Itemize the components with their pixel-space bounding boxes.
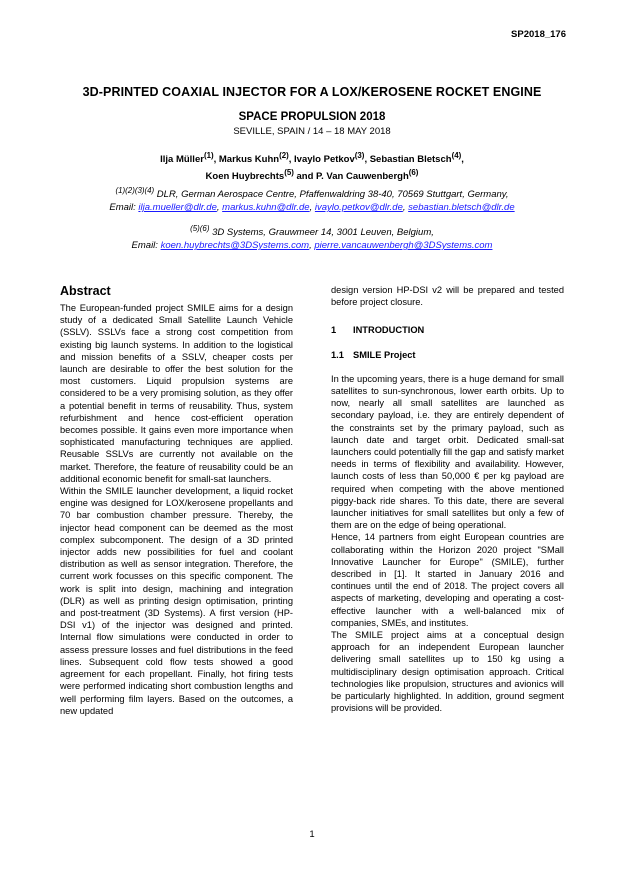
email-label: Email: [109, 202, 139, 214]
paper-title: 3D-PRINTED COAXIAL INJECTOR FOR A LOX/KEROSENE ROCKET ENGINE [82, 85, 542, 99]
section-title: INTRODUCTION [353, 325, 425, 336]
author-mark: (5) [284, 168, 294, 178]
email-link[interactable]: sebastian.bletsch@dlr.de [408, 202, 515, 214]
subsection-heading-smile [331, 349, 564, 361]
affiliation-marks: (1)(2)(3)(4) [115, 186, 155, 195]
affiliation-text: 3D Systems, Grauwmeer 14, 3001 Leuven, Belgium, [209, 227, 434, 239]
author-separator: and [293, 171, 317, 183]
section-title: SMILE Project [353, 349, 416, 360]
author-name: Ilja Müller [160, 154, 204, 166]
affiliation-emails: Email: ilja.mueller@dlr.de, markus.kuhn@dlr.de, ivaylo.petkov@dlr.de, sebastian.bletsch@dlr.de [109, 202, 515, 214]
email-link[interactable]: ivaylo.petkov@dlr.de [314, 202, 403, 214]
right-column [331, 284, 564, 715]
author-mark: (3) [354, 151, 365, 160]
email-label: Email: [131, 240, 161, 252]
conference-name: SPACE PROPULSION 2018 [238, 111, 386, 123]
author-separator: , [213, 154, 219, 166]
intro-paragraph: In the upcoming years, there is a huge demand for small satellites to sun-synchronous, lower earth orbits. Up to now, nearly all small satellites are launched as secondary payload, i.e. they are entirely dependent of the constraints set by the primary payload, such as launch date and target orbit. Dedicated small-sat launchers could potentially fill the gap and satisfy market needs in terms of flexibility and availability. However, launch costs of less than 50,000 € per kg payload are required when competing with the above mentioned piggy-back ride shares. To this date, there are several launcher initiatives for small satellites but only a few of them are on the edge of being operational. [331, 373, 564, 531]
author-name: Markus Kuhn [218, 154, 280, 166]
author-mark: (1) [203, 151, 214, 160]
section-heading-introduction [331, 324, 564, 336]
abstract-paragraph: The European-funded project SMILE aims for a design study of a dedicated Small Satellite Launch Vehicle (SSLV). SSLVs face a strong cost competition from existing big launch systems. In addition to the logistical and mission benefits of a SSLV, cheaper costs per launch are desirable to offer the best solution for the most customers. Liquid propulsion systems are considered to be a very promising solution, as they offer a potential benefit in terms of reusability. Thus, system refurbishment and hence cost-efficient operation becomes possible. It gains even more importance when sophisticated manufacturing techniques are applied. Reusable SSLVs are currently not available on the market. Therefore, the feature of reusability could be an additional economic benefit for small-sat launchers. [60, 303, 293, 484]
intro-paragraph: The SMILE project aims at a conceptual design approach for an independent European launcher delivering small satellites up to 150 kg using a multidisciplinary design optimisation approach. Critical technologies like propulsion, structures and avionics will be particularly highlighted. In addition, ground segment provisions will be provided. [331, 630, 564, 714]
email-link[interactable]: markus.kuhn@dlr.de [222, 202, 310, 214]
affiliation-3dsystems [0, 222, 624, 252]
author-name: P. Van Cauwenbergh [316, 171, 409, 183]
author-line-2 [0, 166, 624, 183]
author-separator: , [461, 154, 464, 166]
author-name: Koen Huybrechts [205, 171, 285, 183]
intro-paragraph: Hence, 14 partners from eight European countries are collaborating within the Horizon 2020 project "SMall Innovative Launcher for Europe" (SMILE), further described in [1]. It started in January 2016 and continues until the end of 2018. The project covers all aspects of marketing, developing and operating a cost-effective launcher with a well-balanced mix of companies, SMEs, and institutes. [331, 532, 564, 628]
section-number: 1.1 [331, 349, 344, 360]
author-list [0, 149, 624, 183]
email-link[interactable]: ilja.mueller@dlr.de [138, 202, 217, 214]
document-id: SP2018_176 [511, 29, 566, 40]
affiliation-emails: Email: koen.huybrechts@3DSystems.com, pierre.vancauwenbergh@3DSystems.com [131, 240, 493, 252]
author-separator: , [288, 154, 295, 166]
affiliation-text: DLR, German Aerospace Centre, Pfaffenwaldring 38-40, 70569 Stuttgart, Germany, [154, 189, 509, 201]
affiliation-marks: (5)(6) [190, 224, 210, 233]
conference-location-date: SEVILLE, SPAIN / 14 – 18 MAY 2018 [233, 126, 391, 137]
author-name: Ivaylo Petkov [294, 154, 355, 166]
affiliation-address [0, 222, 624, 239]
affiliation-dlr [0, 184, 624, 214]
author-mark: (6) [408, 168, 419, 178]
affiliation-address [0, 184, 624, 201]
email-link[interactable]: pierre.vancauwenbergh@3DSystems.com [314, 240, 493, 252]
email-link[interactable]: koen.huybrechts@3DSystems.com [160, 240, 310, 252]
section-number: 1 [331, 325, 337, 336]
abstract-heading: Abstract [60, 284, 111, 298]
abstract-paragraph: Within the SMILE launcher development, a liquid rocket engine was designed for LOX/kerosene propellants and 70 bar combustion chamber pressure. Thereby, the injector head component can be deemed as the most complex subcomponent. The design of a 3D printed injector adds new possibilities for fuel and coolant distribution as well as sensor integration. Therefore, the current work focusses on this specific component. The work is split into design, machining and integration (DLR) as well as printing design optimisation, printing and post-treatment (3D Systems). A first version (HP-DSI v1) of the injector was designed and printed. Internal flow simulations were conducted in order to assess pressure losses and fuel distributions in the feed lines. Subsequent cold flow tests showed a good agreement for each propellant. Finally, hot firing tests were performed indicating short combustion lengths and well performing film layers. Based on the outcomes, a new updated [60, 486, 293, 716]
author-mark: (4) [451, 151, 462, 160]
page-number: 1 [309, 829, 315, 840]
left-column [60, 284, 293, 717]
abstract-continuation: design version HP-DSI v2 will be prepared and tested before project closure. [331, 285, 564, 308]
author-separator: , [364, 154, 370, 166]
author-mark: (2) [279, 151, 289, 160]
author-name: Sebastian Bletsch [369, 154, 452, 166]
author-line-1 [0, 149, 624, 166]
